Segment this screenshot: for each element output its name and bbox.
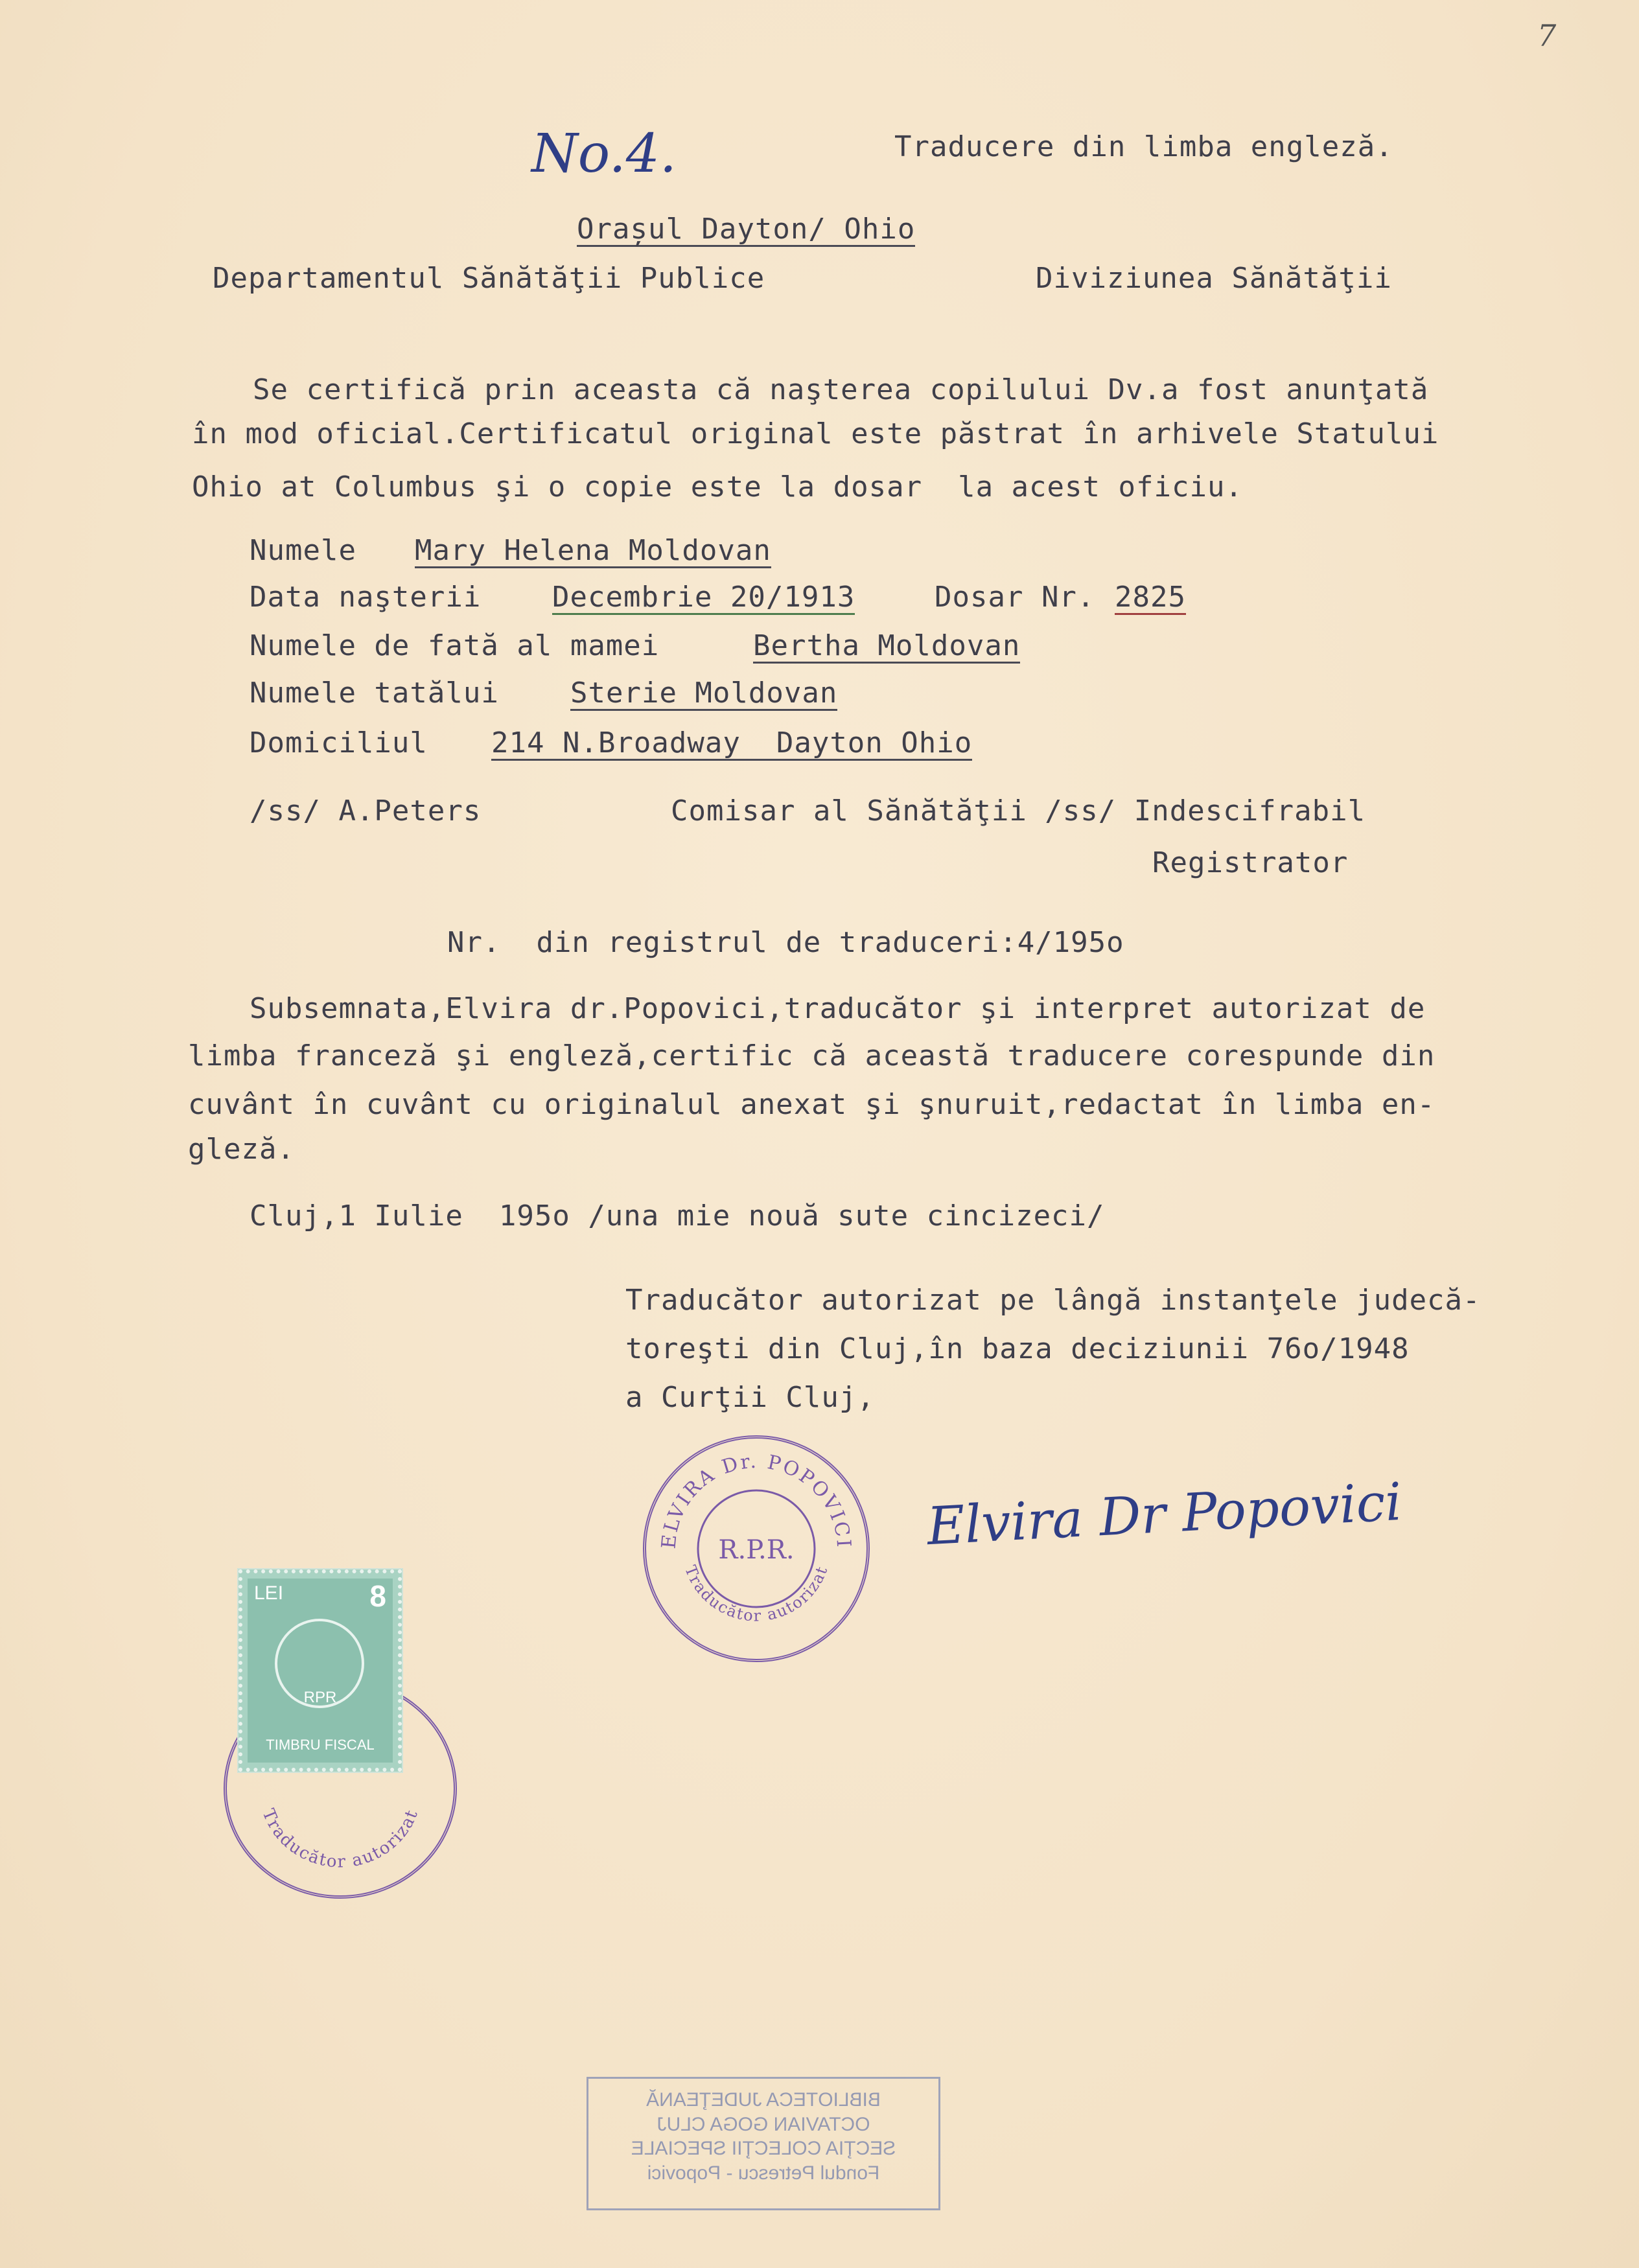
authorization-line-3: a Curţii Cluj,: [625, 1381, 875, 1414]
doc-number: No.4.: [531, 123, 677, 185]
certify-line-3: Ohio at Columbus şi o copie este la dosar la acest oficiu.: [192, 470, 1243, 503]
date-line: Cluj,1 Iulie 195o /una mie nouă sute cincizeci/: [250, 1199, 1105, 1232]
address-value: 214 N.Broadway Dayton Ohio: [491, 726, 973, 759]
translator-line-1: Subsemnata,Elvira dr.Popovici,traducător şi interpret autorizat de: [250, 992, 1426, 1025]
name-label: Numele: [250, 534, 356, 567]
certify-line-1: Se certifică prin aceasta că naşterea copilului Dv.a fost anunţată: [253, 373, 1429, 406]
authorization-line-2: toreşti din Cluj,în baza deciziunii 76o/1948: [625, 1332, 1410, 1365]
translator-line-4: gleză.: [188, 1133, 295, 1166]
translator-line-3: cuvânt în cuvânt cu originalul anexat şi şnuruit,redactat în limba en-: [188, 1088, 1436, 1121]
registrar-label: Registrator: [1152, 846, 1349, 879]
file-value: 2825: [1115, 581, 1186, 614]
stamp-center: R.P.R.: [718, 1535, 795, 1565]
fiscal-emblem: RPR: [303, 1689, 337, 1706]
stamp-bottom-text: Traducător autorizat: [680, 1562, 831, 1625]
signature-peters: /ss/ A.Peters: [250, 794, 482, 827]
birth-value: Decembrie 20/1913: [552, 581, 855, 614]
name-value: Mary Helena Moldovan: [415, 534, 771, 567]
translator-stamp-graphic: [646, 1439, 866, 1659]
handwritten-signature: Elvira Dr Popovici: [925, 1471, 1404, 1557]
department-heading: Departamentul Sănătăţii Publice: [213, 262, 765, 295]
fiscal-currency: LEI: [254, 1582, 284, 1604]
library-stamp-line-4: Fondul Petrescu - Popovici: [647, 2162, 880, 2184]
library-stamp: [587, 2077, 940, 2210]
certify-line-2: în mod oficial.Certificatul original este păstrat în arhivele Statului: [192, 417, 1439, 450]
fiscal-stamp: [238, 1569, 402, 1772]
translator-stamp: [643, 1435, 870, 1662]
authorization-line-1: Traducător autorizat pe lângă instanţele judecă-: [625, 1284, 1481, 1317]
library-stamp-line-3: SECŢIA COLECŢII SPECIALE: [631, 2138, 896, 2159]
stamp-ring-text: ELVIRA Dr. POPOVICI: [657, 1450, 855, 1550]
address-label: Domiciliul: [250, 726, 428, 759]
fiscal-label: TIMBRU FISCAL: [266, 1737, 375, 1753]
father-label: Numele tatălui: [250, 677, 499, 710]
mother-label: Numele de fată al mamei: [250, 629, 660, 662]
father-value: Sterie Moldovan: [570, 677, 838, 710]
mother-value: Bertha Moldovan: [753, 629, 1021, 662]
signature-commissioner: Comisar al Sănătăţii /ss/ Indescifrabil: [671, 794, 1366, 827]
register-number: Nr. din registrul de traduceri:4/195o: [447, 926, 1124, 959]
library-stamp-line-1: BIBLIOTECA JUDEŢEANĂ: [646, 2089, 881, 2111]
fiscal-value: 8: [369, 1579, 386, 1613]
svg-text:Traducător autorizat: [258, 1806, 422, 1871]
city-heading: Orașul Dayton/ Ohio: [577, 213, 916, 246]
stamp-secondary-bottom-text: Traducător autorizat: [258, 1806, 423, 1872]
birth-label: Data naşterii: [250, 581, 482, 614]
file-label: Dosar Nr.: [935, 581, 1095, 614]
library-stamp-line-2: OCTAVIAN GOGA CLUJ: [657, 2113, 870, 2135]
translator-line-2: limba franceză şi engleză,certific că această traducere corespunde din: [188, 1039, 1436, 1072]
translation-note: Traducere din limba engleză.: [894, 130, 1393, 163]
division-heading: Diviziunea Sănătăţii: [1036, 262, 1392, 295]
page-number: 7: [1537, 18, 1557, 53]
